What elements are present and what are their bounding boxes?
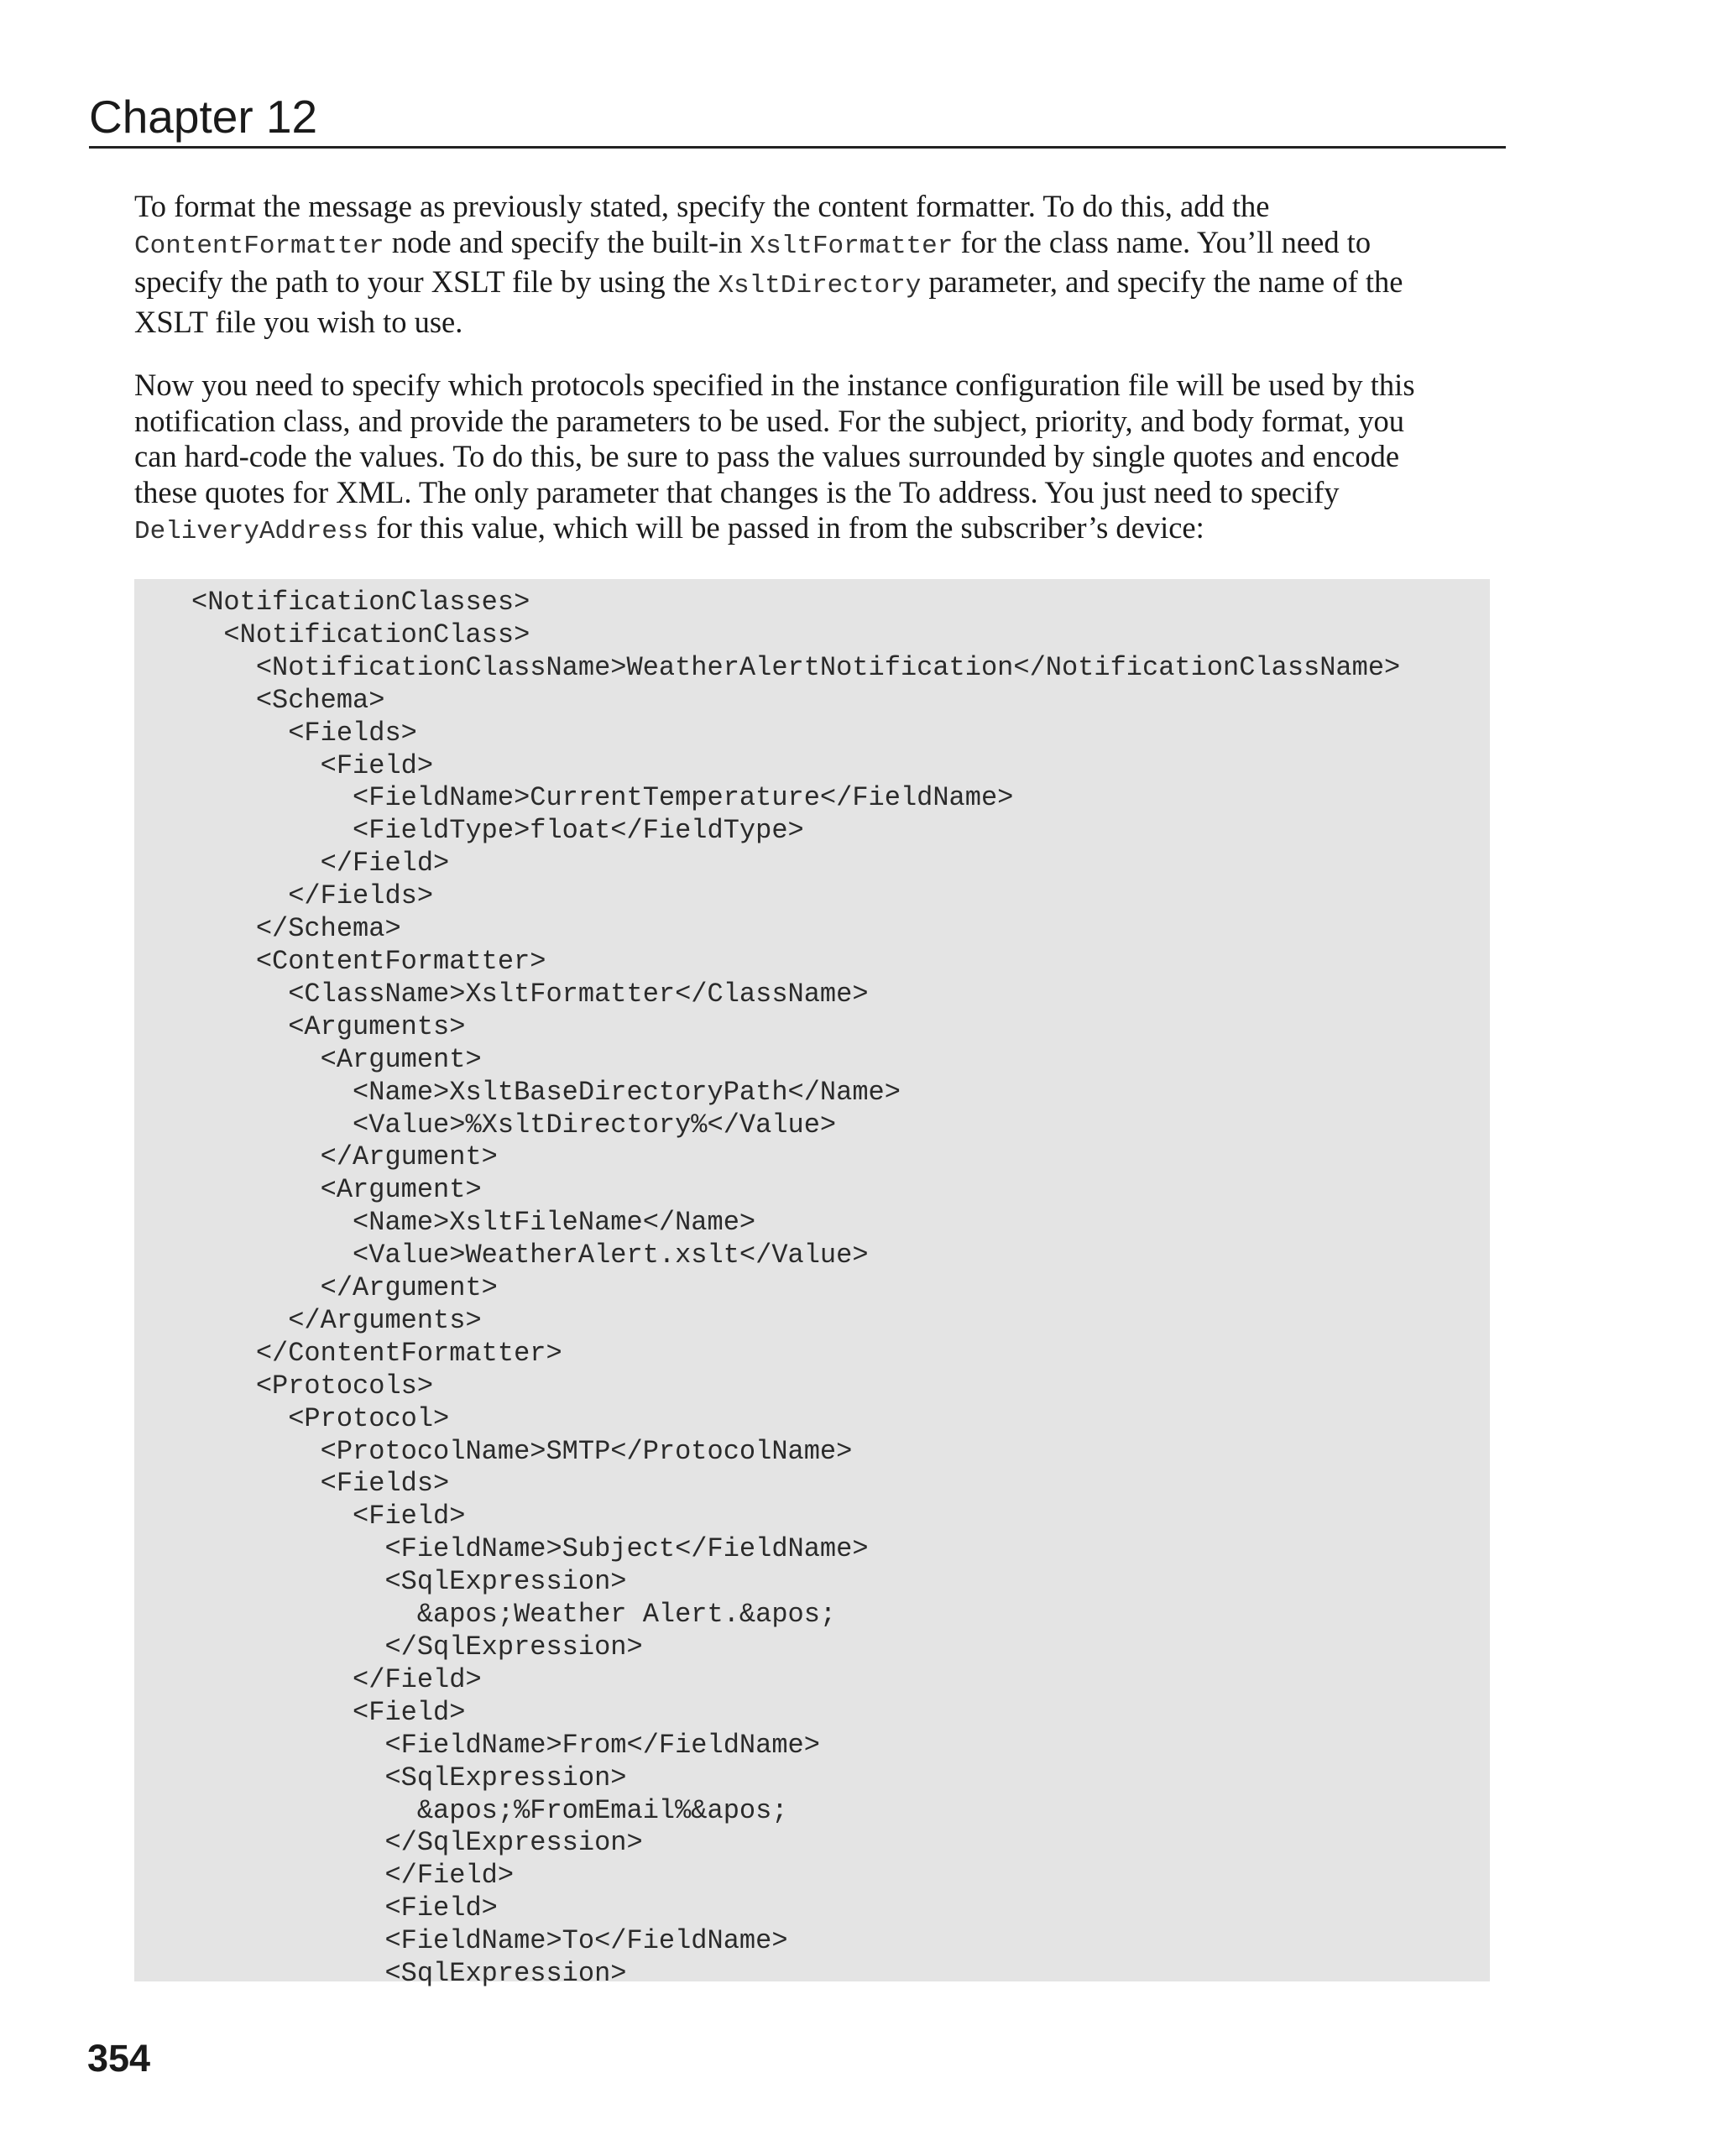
code-line: &apos;%FromEmail%&apos; [191, 1794, 788, 1826]
text-run: node and specify the built-in [384, 224, 750, 259]
code-line: </SqlExpression> [191, 1631, 643, 1663]
text-run: parameter, and specify the name of the [921, 264, 1403, 299]
code-line: <NotificationClass> [191, 619, 530, 650]
paragraph-content-formatter [134, 189, 1511, 340]
code-line: <SqlExpression> [191, 1566, 627, 1598]
paragraph-line: XSLT file you wish to use. [134, 304, 463, 339]
code-line: <ClassName>XsltFormatter</ClassName> [191, 978, 869, 1010]
inline-code: XsltFormatter [750, 231, 954, 261]
code-line: </Fields> [191, 880, 434, 912]
code-line: <SqlExpression> [191, 1958, 627, 1990]
code-line: <Fields> [191, 1468, 450, 1500]
code-line: <Value>%XsltDirectory%</Value> [191, 1109, 837, 1141]
paragraph-line: notification class, and provide the parameters to be used. For the subject, priority, and body format, you [134, 403, 1405, 438]
code-line: <FieldName>Subject</FieldName> [191, 1533, 869, 1565]
text-run: specify the path to your XSLT file by using the [134, 264, 718, 299]
code-line: </Field> [191, 1663, 482, 1695]
code-line: <Arguments> [191, 1010, 466, 1042]
code-line: <Name>XsltFileName</Name> [191, 1207, 756, 1239]
inline-code: ContentFormatter [134, 231, 384, 261]
code-line: </Arguments> [191, 1304, 482, 1336]
code-line: <Argument> [191, 1043, 482, 1075]
code-line: <NotificationClassName>WeatherAlertNotification</NotificationClassName> [191, 651, 1401, 683]
inline-code: XsltDirectory [718, 271, 922, 300]
paragraph-line: can hard-code the values. To do this, be sure to pass the values surrounded by single quotes and encode [134, 439, 1400, 473]
page-number: 354 [87, 2037, 151, 2080]
code-line: <FieldName>CurrentTemperature</FieldName> [191, 782, 1014, 814]
code-line: <Value>WeatherAlert.xslt</Value> [191, 1240, 869, 1271]
paragraph-line [134, 510, 1511, 551]
paragraph-line: Now you need to specify which protocols specified in the instance configuration file will be used by this [134, 368, 1415, 402]
code-line: <NotificationClasses> [191, 587, 530, 618]
code-line: </Argument> [191, 1272, 498, 1304]
code-line: <SqlExpression> [191, 1762, 627, 1793]
code-line: <Argument> [191, 1174, 482, 1206]
code-line: </Field> [191, 1860, 515, 1892]
code-line: </Argument> [191, 1141, 498, 1173]
code-line: <Schema> [191, 684, 385, 716]
inline-code: DeliveryAddress [134, 517, 369, 546]
code-line: <ContentFormatter> [191, 945, 546, 977]
code-line: </ContentFormatter> [191, 1337, 562, 1369]
code-line: <ProtocolName>SMTP</ProtocolName> [191, 1435, 853, 1467]
code-line: </SqlExpression> [191, 1827, 643, 1859]
paragraph-line: these quotes for XML. The only parameter that changes is the To address. You just need to specify [134, 474, 1340, 509]
code-line: <Field> [191, 1696, 466, 1728]
code-line: </Field> [191, 848, 450, 880]
code-line: <Field> [191, 1892, 498, 1924]
text-run: for the class name. You’ll need to [953, 224, 1372, 259]
code-line: <FieldName>From</FieldName> [191, 1729, 820, 1761]
code-content [191, 587, 1400, 1991]
code-line: &apos;Weather Alert.&apos; [191, 1599, 837, 1631]
code-line: <Fields> [191, 717, 417, 749]
paragraph-line [134, 264, 1511, 305]
paragraph-line [134, 225, 1511, 265]
code-listing [134, 579, 1490, 1990]
paragraph-line: To format the message as previously stated, specify the content formatter. To do this, add the [134, 189, 1270, 223]
code-line: <FieldName>To</FieldName> [191, 1925, 788, 1957]
code-line: <Protocol> [191, 1402, 450, 1434]
paragraph-protocols [134, 368, 1511, 551]
code-line: <FieldType>float</FieldType> [191, 815, 804, 847]
code-line: <Protocols> [191, 1370, 434, 1402]
text-run: for this value, which will be passed in from the subscriber’s device: [368, 510, 1204, 545]
code-line: </Schema> [191, 913, 401, 945]
code-line: <Name>XsltBaseDirectoryPath</Name> [191, 1076, 901, 1108]
code-line: <Field> [191, 1501, 466, 1532]
chapter-header [89, 84, 1506, 149]
chapter-title: Chapter 12 [89, 91, 318, 143]
code-line: <Field> [191, 749, 434, 781]
